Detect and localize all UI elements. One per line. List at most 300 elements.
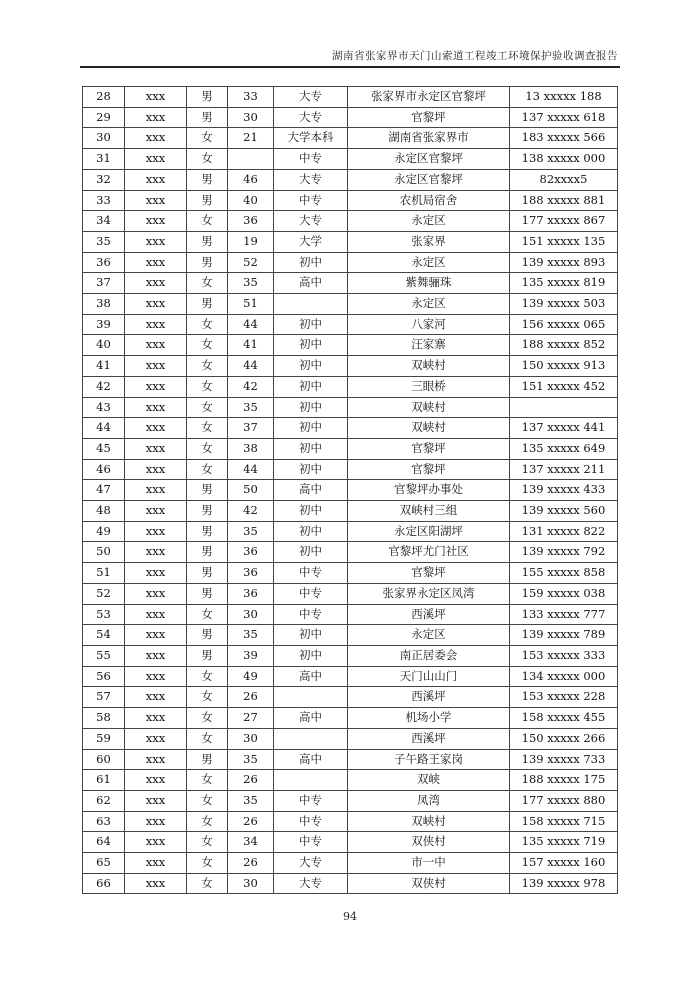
cell-name: xxx bbox=[125, 356, 187, 377]
cell-name: xxx bbox=[125, 832, 187, 853]
cell-gender: 男 bbox=[187, 252, 228, 273]
cell-address: 农机局宿舍 bbox=[348, 190, 510, 211]
cell-phone: 139 xxxxx 789 bbox=[510, 625, 618, 646]
cell-phone: 150 xxxxx 266 bbox=[510, 728, 618, 749]
cell-gender: 男 bbox=[187, 190, 228, 211]
cell-no: 55 bbox=[83, 645, 125, 666]
cell-education: 初中 bbox=[274, 397, 348, 418]
table-row bbox=[83, 107, 618, 128]
cell-phone: 156 xxxxx 065 bbox=[510, 314, 618, 335]
cell-no: 53 bbox=[83, 604, 125, 625]
cell-education: 初中 bbox=[274, 418, 348, 439]
cell-address: 官黎坪 bbox=[348, 459, 510, 480]
cell-phone: 135 xxxxx 649 bbox=[510, 438, 618, 459]
cell-gender: 男 bbox=[187, 169, 228, 190]
cell-phone: 151 xxxxx 452 bbox=[510, 376, 618, 397]
cell-name: xxx bbox=[125, 853, 187, 874]
cell-age bbox=[228, 149, 274, 170]
cell-gender: 女 bbox=[187, 790, 228, 811]
cell-address: 永定区 bbox=[348, 252, 510, 273]
cell-education: 初中 bbox=[274, 356, 348, 377]
table-row bbox=[83, 501, 618, 522]
cell-no: 66 bbox=[83, 873, 125, 894]
table-row bbox=[83, 790, 618, 811]
cell-age: 35 bbox=[228, 625, 274, 646]
cell-no: 43 bbox=[83, 397, 125, 418]
cell-education: 大专 bbox=[274, 87, 348, 108]
cell-name: xxx bbox=[125, 211, 187, 232]
table-row bbox=[83, 542, 618, 563]
cell-no: 36 bbox=[83, 252, 125, 273]
table-row bbox=[83, 645, 618, 666]
cell-phone: 139 xxxxx 792 bbox=[510, 542, 618, 563]
cell-phone: 135 xxxxx 719 bbox=[510, 832, 618, 853]
table-row bbox=[83, 294, 618, 315]
cell-address: 永定区官黎坪 bbox=[348, 149, 510, 170]
cell-phone: 131 xxxxx 822 bbox=[510, 521, 618, 542]
table-row bbox=[83, 87, 618, 108]
cell-name: xxx bbox=[125, 625, 187, 646]
cell-phone: 177 xxxxx 867 bbox=[510, 211, 618, 232]
cell-name: xxx bbox=[125, 231, 187, 252]
cell-name: xxx bbox=[125, 728, 187, 749]
cell-age: 51 bbox=[228, 294, 274, 315]
cell-phone: 139 xxxxx 560 bbox=[510, 501, 618, 522]
cell-gender: 女 bbox=[187, 376, 228, 397]
table-row bbox=[83, 770, 618, 791]
cell-no: 42 bbox=[83, 376, 125, 397]
cell-address: 双峡村 bbox=[348, 397, 510, 418]
cell-address: 凤湾 bbox=[348, 790, 510, 811]
cell-address: 官黎坪 bbox=[348, 438, 510, 459]
cell-no: 63 bbox=[83, 811, 125, 832]
cell-phone: 158 xxxxx 715 bbox=[510, 811, 618, 832]
cell-name: xxx bbox=[125, 708, 187, 729]
cell-phone: 135 xxxxx 819 bbox=[510, 273, 618, 294]
cell-address: 永定区 bbox=[348, 625, 510, 646]
cell-name: xxx bbox=[125, 128, 187, 149]
cell-name: xxx bbox=[125, 666, 187, 687]
cell-phone: 188 xxxxx 881 bbox=[510, 190, 618, 211]
table-row bbox=[83, 376, 618, 397]
cell-name: xxx bbox=[125, 583, 187, 604]
cell-no: 29 bbox=[83, 107, 125, 128]
cell-education: 中专 bbox=[274, 583, 348, 604]
cell-gender: 女 bbox=[187, 873, 228, 894]
cell-age: 42 bbox=[228, 376, 274, 397]
cell-gender: 男 bbox=[187, 480, 228, 501]
cell-gender: 女 bbox=[187, 728, 228, 749]
cell-phone: 157 xxxxx 160 bbox=[510, 853, 618, 874]
cell-name: xxx bbox=[125, 542, 187, 563]
cell-no: 37 bbox=[83, 273, 125, 294]
cell-no: 41 bbox=[83, 356, 125, 377]
cell-gender: 女 bbox=[187, 335, 228, 356]
cell-no: 46 bbox=[83, 459, 125, 480]
cell-age: 35 bbox=[228, 749, 274, 770]
cell-gender: 女 bbox=[187, 770, 228, 791]
cell-address: 湖南省张家界市 bbox=[348, 128, 510, 149]
cell-address: 双峡村 bbox=[348, 811, 510, 832]
cell-age: 52 bbox=[228, 252, 274, 273]
cell-gender: 女 bbox=[187, 438, 228, 459]
table-row bbox=[83, 459, 618, 480]
cell-no: 40 bbox=[83, 335, 125, 356]
cell-age: 27 bbox=[228, 708, 274, 729]
table-row bbox=[83, 480, 618, 501]
header-rule bbox=[80, 66, 620, 68]
cell-no: 47 bbox=[83, 480, 125, 501]
cell-phone: 13 xxxxx 188 bbox=[510, 87, 618, 108]
cell-gender: 男 bbox=[187, 294, 228, 315]
cell-address: 天门山山门 bbox=[348, 666, 510, 687]
cell-phone: 151 xxxxx 135 bbox=[510, 231, 618, 252]
cell-phone: 134 xxxxx 000 bbox=[510, 666, 618, 687]
cell-address: 张家界市永定区官黎坪 bbox=[348, 87, 510, 108]
cell-address: 永定区 bbox=[348, 211, 510, 232]
cell-no: 50 bbox=[83, 542, 125, 563]
cell-age: 26 bbox=[228, 770, 274, 791]
cell-phone: 139 xxxxx 893 bbox=[510, 252, 618, 273]
cell-education: 初中 bbox=[274, 252, 348, 273]
cell-name: xxx bbox=[125, 749, 187, 770]
cell-education: 中专 bbox=[274, 563, 348, 584]
cell-gender: 男 bbox=[187, 542, 228, 563]
cell-age: 38 bbox=[228, 438, 274, 459]
table-row bbox=[83, 521, 618, 542]
cell-age: 36 bbox=[228, 211, 274, 232]
cell-no: 60 bbox=[83, 749, 125, 770]
cell-no: 48 bbox=[83, 501, 125, 522]
cell-name: xxx bbox=[125, 480, 187, 501]
cell-gender: 男 bbox=[187, 87, 228, 108]
table-row bbox=[83, 563, 618, 584]
cell-age: 34 bbox=[228, 832, 274, 853]
cell-name: xxx bbox=[125, 335, 187, 356]
cell-address: 西溪坪 bbox=[348, 728, 510, 749]
cell-no: 33 bbox=[83, 190, 125, 211]
cell-education: 中专 bbox=[274, 811, 348, 832]
cell-no: 32 bbox=[83, 169, 125, 190]
cell-education: 大学本科 bbox=[274, 128, 348, 149]
cell-gender: 女 bbox=[187, 853, 228, 874]
cell-age: 42 bbox=[228, 501, 274, 522]
cell-age: 26 bbox=[228, 687, 274, 708]
cell-gender: 女 bbox=[187, 832, 228, 853]
cell-gender: 女 bbox=[187, 211, 228, 232]
cell-age: 36 bbox=[228, 563, 274, 584]
cell-phone: 138 xxxxx 000 bbox=[510, 149, 618, 170]
cell-no: 61 bbox=[83, 770, 125, 791]
cell-gender: 女 bbox=[187, 666, 228, 687]
cell-no: 56 bbox=[83, 666, 125, 687]
table-row bbox=[83, 832, 618, 853]
cell-address: 子午路王家岗 bbox=[348, 749, 510, 770]
cell-phone: 82xxxx5 bbox=[510, 169, 618, 190]
cell-address: 张家界永定区凤湾 bbox=[348, 583, 510, 604]
cell-name: xxx bbox=[125, 190, 187, 211]
cell-education bbox=[274, 728, 348, 749]
cell-phone: 137 xxxxx 441 bbox=[510, 418, 618, 439]
cell-no: 58 bbox=[83, 708, 125, 729]
cell-no: 54 bbox=[83, 625, 125, 646]
table-row bbox=[83, 811, 618, 832]
cell-address: 官黎坪 bbox=[348, 107, 510, 128]
cell-gender: 男 bbox=[187, 563, 228, 584]
cell-name: xxx bbox=[125, 438, 187, 459]
cell-address: 双峡村三组 bbox=[348, 501, 510, 522]
cell-name: xxx bbox=[125, 645, 187, 666]
cell-age: 36 bbox=[228, 542, 274, 563]
cell-phone: 137 xxxxx 618 bbox=[510, 107, 618, 128]
cell-address: 双峡 bbox=[348, 770, 510, 791]
cell-phone: 188 xxxxx 852 bbox=[510, 335, 618, 356]
cell-gender: 女 bbox=[187, 811, 228, 832]
cell-phone: 183 xxxxx 566 bbox=[510, 128, 618, 149]
cell-no: 39 bbox=[83, 314, 125, 335]
table-row bbox=[83, 625, 618, 646]
cell-education: 高中 bbox=[274, 708, 348, 729]
cell-education: 初中 bbox=[274, 542, 348, 563]
cell-age: 50 bbox=[228, 480, 274, 501]
cell-no: 59 bbox=[83, 728, 125, 749]
cell-gender: 女 bbox=[187, 149, 228, 170]
table-row bbox=[83, 749, 618, 770]
table-body bbox=[83, 87, 618, 894]
cell-address: 永定区阳湖坪 bbox=[348, 521, 510, 542]
cell-address: 西溪坪 bbox=[348, 604, 510, 625]
table-row bbox=[83, 211, 618, 232]
cell-name: xxx bbox=[125, 273, 187, 294]
cell-no: 49 bbox=[83, 521, 125, 542]
table-row bbox=[83, 438, 618, 459]
cell-age: 36 bbox=[228, 583, 274, 604]
cell-education: 中专 bbox=[274, 149, 348, 170]
cell-name: xxx bbox=[125, 314, 187, 335]
cell-no: 64 bbox=[83, 832, 125, 853]
cell-gender: 女 bbox=[187, 708, 228, 729]
cell-age: 35 bbox=[228, 397, 274, 418]
cell-gender: 女 bbox=[187, 687, 228, 708]
cell-address: 双峡村 bbox=[348, 356, 510, 377]
cell-name: xxx bbox=[125, 87, 187, 108]
cell-name: xxx bbox=[125, 770, 187, 791]
cell-education: 大专 bbox=[274, 211, 348, 232]
cell-no: 62 bbox=[83, 790, 125, 811]
cell-no: 34 bbox=[83, 211, 125, 232]
cell-address: 南正居委会 bbox=[348, 645, 510, 666]
table-row bbox=[83, 708, 618, 729]
cell-name: xxx bbox=[125, 252, 187, 273]
cell-no: 35 bbox=[83, 231, 125, 252]
table-row bbox=[83, 356, 618, 377]
table-row bbox=[83, 314, 618, 335]
table-row bbox=[83, 149, 618, 170]
cell-no: 45 bbox=[83, 438, 125, 459]
table-row bbox=[83, 853, 618, 874]
cell-address: 官黎坪尤门社区 bbox=[348, 542, 510, 563]
cell-education: 初中 bbox=[274, 335, 348, 356]
cell-no: 38 bbox=[83, 294, 125, 315]
cell-education: 初中 bbox=[274, 645, 348, 666]
cell-name: xxx bbox=[125, 873, 187, 894]
cell-age: 35 bbox=[228, 790, 274, 811]
cell-age: 21 bbox=[228, 128, 274, 149]
cell-age: 33 bbox=[228, 87, 274, 108]
table-row bbox=[83, 190, 618, 211]
cell-address: 张家界 bbox=[348, 231, 510, 252]
cell-address: 紫舞骊珠 bbox=[348, 273, 510, 294]
cell-name: xxx bbox=[125, 376, 187, 397]
cell-phone: 159 xxxxx 038 bbox=[510, 583, 618, 604]
cell-gender: 女 bbox=[187, 418, 228, 439]
table-row bbox=[83, 418, 618, 439]
cell-age: 26 bbox=[228, 811, 274, 832]
cell-name: xxx bbox=[125, 811, 187, 832]
cell-name: xxx bbox=[125, 459, 187, 480]
cell-gender: 女 bbox=[187, 314, 228, 335]
cell-name: xxx bbox=[125, 418, 187, 439]
cell-education: 中专 bbox=[274, 790, 348, 811]
cell-phone: 137 xxxxx 211 bbox=[510, 459, 618, 480]
cell-education: 初中 bbox=[274, 459, 348, 480]
cell-education: 中专 bbox=[274, 832, 348, 853]
cell-no: 65 bbox=[83, 853, 125, 874]
cell-address: 永定区 bbox=[348, 294, 510, 315]
cell-age: 44 bbox=[228, 314, 274, 335]
cell-name: xxx bbox=[125, 563, 187, 584]
cell-education: 大专 bbox=[274, 853, 348, 874]
cell-name: xxx bbox=[125, 790, 187, 811]
cell-gender: 女 bbox=[187, 128, 228, 149]
cell-education: 初中 bbox=[274, 376, 348, 397]
cell-education: 大专 bbox=[274, 873, 348, 894]
cell-name: xxx bbox=[125, 149, 187, 170]
cell-gender: 女 bbox=[187, 397, 228, 418]
cell-phone: 155 xxxxx 858 bbox=[510, 563, 618, 584]
cell-name: xxx bbox=[125, 294, 187, 315]
cell-name: xxx bbox=[125, 687, 187, 708]
cell-phone: 153 xxxxx 333 bbox=[510, 645, 618, 666]
cell-education: 高中 bbox=[274, 749, 348, 770]
cell-no: 52 bbox=[83, 583, 125, 604]
cell-age: 49 bbox=[228, 666, 274, 687]
cell-gender: 女 bbox=[187, 356, 228, 377]
cell-gender: 男 bbox=[187, 583, 228, 604]
cell-address: 官黎坪 bbox=[348, 563, 510, 584]
cell-name: xxx bbox=[125, 169, 187, 190]
table-row bbox=[83, 604, 618, 625]
page-header-title: 湖南省张家界市天门山索道工程竣工环境保护验收调查报告 bbox=[332, 50, 618, 62]
cell-phone: 158 xxxxx 455 bbox=[510, 708, 618, 729]
cell-phone: 150 xxxxx 913 bbox=[510, 356, 618, 377]
cell-age: 41 bbox=[228, 335, 274, 356]
cell-age: 19 bbox=[228, 231, 274, 252]
cell-phone: 139 xxxxx 978 bbox=[510, 873, 618, 894]
cell-gender: 女 bbox=[187, 459, 228, 480]
cell-no: 30 bbox=[83, 128, 125, 149]
table-row bbox=[83, 583, 618, 604]
cell-name: xxx bbox=[125, 501, 187, 522]
cell-education: 初中 bbox=[274, 438, 348, 459]
cell-gender: 男 bbox=[187, 645, 228, 666]
cell-age: 44 bbox=[228, 459, 274, 480]
cell-education: 中专 bbox=[274, 604, 348, 625]
cell-age: 35 bbox=[228, 521, 274, 542]
cell-education: 初中 bbox=[274, 625, 348, 646]
cell-phone: 188 xxxxx 175 bbox=[510, 770, 618, 791]
cell-gender: 男 bbox=[187, 749, 228, 770]
cell-address: 八家河 bbox=[348, 314, 510, 335]
cell-age: 30 bbox=[228, 873, 274, 894]
table-row bbox=[83, 252, 618, 273]
cell-phone: 133 xxxxx 777 bbox=[510, 604, 618, 625]
cell-education: 高中 bbox=[274, 480, 348, 501]
cell-address: 西溪坪 bbox=[348, 687, 510, 708]
cell-no: 31 bbox=[83, 149, 125, 170]
cell-gender: 男 bbox=[187, 231, 228, 252]
cell-phone: 139 xxxxx 433 bbox=[510, 480, 618, 501]
cell-phone: 139 xxxxx 503 bbox=[510, 294, 618, 315]
cell-education: 大专 bbox=[274, 107, 348, 128]
cell-education: 初中 bbox=[274, 501, 348, 522]
cell-age: 40 bbox=[228, 190, 274, 211]
cell-gender: 男 bbox=[187, 501, 228, 522]
cell-education: 中专 bbox=[274, 190, 348, 211]
cell-education bbox=[274, 687, 348, 708]
cell-gender: 女 bbox=[187, 604, 228, 625]
cell-name: xxx bbox=[125, 397, 187, 418]
cell-age: 30 bbox=[228, 728, 274, 749]
cell-age: 30 bbox=[228, 107, 274, 128]
cell-age: 35 bbox=[228, 273, 274, 294]
cell-phone: 139 xxxxx 733 bbox=[510, 749, 618, 770]
cell-address: 汪家寨 bbox=[348, 335, 510, 356]
table-row bbox=[83, 335, 618, 356]
cell-address: 双峡村 bbox=[348, 418, 510, 439]
cell-gender: 女 bbox=[187, 273, 228, 294]
cell-no: 57 bbox=[83, 687, 125, 708]
cell-education: 大学 bbox=[274, 231, 348, 252]
cell-gender: 男 bbox=[187, 625, 228, 646]
table-row bbox=[83, 873, 618, 894]
cell-address: 官黎坪办事处 bbox=[348, 480, 510, 501]
cell-gender: 男 bbox=[187, 521, 228, 542]
cell-name: xxx bbox=[125, 521, 187, 542]
table-row bbox=[83, 397, 618, 418]
cell-education bbox=[274, 294, 348, 315]
cell-age: 37 bbox=[228, 418, 274, 439]
page-number: 94 bbox=[343, 910, 357, 923]
cell-address: 三眼桥 bbox=[348, 376, 510, 397]
survey-respondents-table bbox=[82, 86, 618, 894]
cell-name: xxx bbox=[125, 604, 187, 625]
table-row bbox=[83, 728, 618, 749]
table-row bbox=[83, 666, 618, 687]
cell-address: 永定区官黎坪 bbox=[348, 169, 510, 190]
cell-age: 46 bbox=[228, 169, 274, 190]
cell-education: 初中 bbox=[274, 521, 348, 542]
cell-address: 市一中 bbox=[348, 853, 510, 874]
cell-name: xxx bbox=[125, 107, 187, 128]
cell-phone: 153 xxxxx 228 bbox=[510, 687, 618, 708]
cell-education: 初中 bbox=[274, 314, 348, 335]
cell-age: 30 bbox=[228, 604, 274, 625]
cell-no: 28 bbox=[83, 87, 125, 108]
cell-age: 39 bbox=[228, 645, 274, 666]
table-row bbox=[83, 687, 618, 708]
cell-address: 机场小学 bbox=[348, 708, 510, 729]
